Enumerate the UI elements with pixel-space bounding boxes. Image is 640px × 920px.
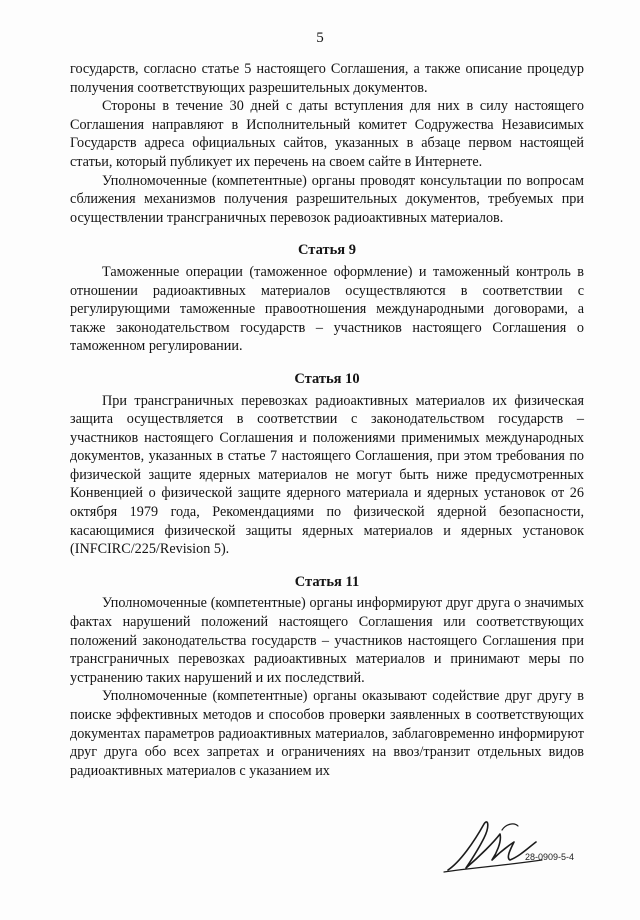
- article-11-paragraph: Уполномоченные (компетентные) органы оказывают содействие друг другу в поиске эффективных методов и способов проверки заявленных в соответствующих документах параметров радиоактивных материалов, заблаговременно информируют друг друга обо всех запретах и ограничениях на ввоз/транзит отдельных видов радиоактивных материалов с указанием их: [70, 688, 584, 779]
- document-code: 28-0909-5-4: [525, 852, 575, 862]
- article-10-paragraph: При трансграничных перевозках радиоактивных материалов их физическая защита осуществляется в соответствии с законодательством государств – участников настоящего Соглашения и положениями применимых международных документов, указанных в статье 7 настоящего Соглашения, при этом требования по физической защите ядерных материалов не могут быть ниже предусмотренных Конвенцией о физической защите ядерного материала и ядерных установок от 26 октября 1979 года, Рекомендациями по физической ядерной безопасности, касающимися физической защиты ядерных материалов и ядерных установок (INFCIRC/225/Revision 5).: [70, 392, 584, 558]
- article-10-title: Статья 10: [294, 370, 360, 387]
- article-9-title: Статья 9: [298, 242, 356, 259]
- intro-paragraph: Уполномоченные (компетентные) органы проводят консультации по вопросам сближения механизмов получения разрешительных документов, требуемых при осуществлении трансграничных перевозок радиоактивных материалов.: [70, 172, 584, 226]
- intro-paragraph: Стороны в течение 30 дней с даты вступления для них в силу настоящего Соглашения направляют в Исполнительный комитет Содружества Независимых Государств адреса официальных сайтов, указанных в абзаце первом настоящей статьи, который публикует их перечень на своем сайте в Интернете.: [70, 98, 584, 170]
- intro-paragraph-continuation: государств, согласно статье 5 настоящего Соглашения, а также описание процедур получения соответствующих разрешительных документов.: [70, 61, 584, 96]
- article-11-title: Статья 11: [294, 573, 360, 590]
- handwritten-signature: [440, 812, 550, 876]
- page-number: 5: [316, 30, 324, 46]
- article-11-paragraph: Уполномоченные (компетентные) органы информируют друг друга о значимых фактах нарушений положений настоящего Соглашения или соответствующих положений законодательства государств – участников настоящего Соглашения при трансграничных перевозках радиоактивных материалов и принимают меры по устранению таких нарушений и их последствий.: [70, 595, 584, 686]
- document-body: [70, 60, 584, 780]
- article-9-paragraph: Таможенные операции (таможенное оформление) и таможенный контроль в отношении радиоактивных материалов осуществляются в соответствии с регулирующими таможенные правоотношения международными договорами, а также законодательством государств – участников настоящего Соглашения о таможенном регулировании.: [70, 263, 584, 355]
